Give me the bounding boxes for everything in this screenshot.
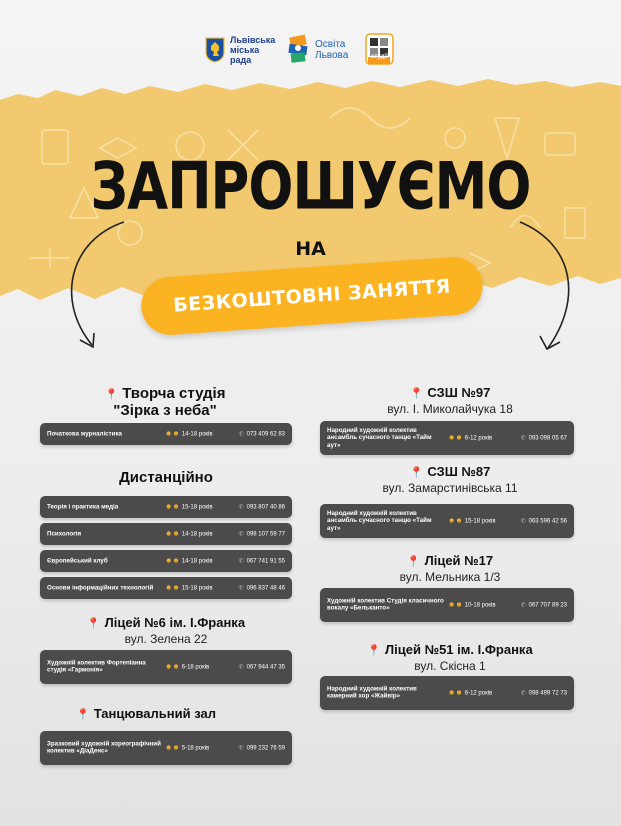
- phone-number: 098 107 59 77: [246, 531, 285, 538]
- location-pin-icon: 📍: [406, 556, 421, 568]
- class-card[interactable]: [40, 650, 292, 684]
- left-arrow-head-icon: [80, 333, 94, 347]
- class-card[interactable]: [40, 523, 292, 545]
- location-pin-icon: 📍: [75, 709, 90, 721]
- class-name: Психологія: [47, 530, 82, 538]
- class-card[interactable]: [320, 504, 574, 538]
- age-range: 15-18 років: [464, 518, 496, 525]
- venue-ssh97: 📍 СЗШ №97 вул. І. Миколайчука 18: [387, 385, 513, 416]
- class-name: Народний художній колектив ансамбль сучасного танцю «Тайм аут»: [327, 426, 432, 449]
- class-card[interactable]: [320, 676, 574, 710]
- kids-icon: ☻☻: [165, 530, 180, 538]
- kids-icon: ☻☻: [165, 584, 180, 592]
- phone-number: 073 409 62 83: [246, 431, 285, 438]
- age-range: 10-18 років: [464, 602, 496, 609]
- phone-number: 093 098 05 67: [528, 435, 567, 442]
- phone-icon: ✆: [238, 745, 244, 752]
- location-pin-icon: 📍: [367, 645, 382, 657]
- class-card[interactable]: [40, 731, 292, 765]
- location-pin-icon: 📍: [409, 388, 424, 400]
- phone-number: 067 741 91 55: [246, 558, 285, 565]
- lviv-city-council-logo: [205, 28, 278, 72]
- location-pin-icon: 📍: [104, 389, 119, 401]
- venue-zirka: 📍 Творча студія "Зірка з неба": [104, 385, 226, 419]
- phone-number: 099 232 76 59: [246, 745, 285, 752]
- age-range: 6-12 років: [464, 435, 493, 442]
- venue-lyceum17: 📍 Ліцей №17 вул. Мельника 1/3: [399, 553, 501, 584]
- age-range: 14-18 років: [181, 531, 213, 538]
- class-name: Початкова журналістика: [47, 430, 122, 438]
- pill-text: БЕЗКОШТОВНІ ЗАНЯТТЯ: [172, 275, 452, 317]
- phone-number: 098 499 72 73: [528, 690, 567, 697]
- phone-icon: ✆: [520, 518, 526, 525]
- class-card[interactable]: [320, 421, 574, 455]
- class-name: Художній колектив Фортепіанна студія «Гармонія»: [47, 659, 146, 674]
- logo-bar: [0, 28, 621, 72]
- class-card[interactable]: [320, 588, 574, 622]
- phone-number: 067 707 89 23: [528, 602, 567, 609]
- phone-number: 093 807 40 86: [246, 504, 285, 511]
- phone-icon: ✆: [520, 602, 526, 609]
- kids-icon: ☻☻: [165, 663, 180, 671]
- age-range: 15-18 років: [181, 585, 213, 592]
- class-card[interactable]: [40, 577, 292, 599]
- venue-dance: 📍 Танцювальний зал: [75, 706, 217, 721]
- osvita-emblem-icon: [287, 34, 311, 66]
- phone-number: 063 596 42 56: [528, 518, 567, 525]
- venue-lyceum6: 📍 Ліцей №6 ім. І.Франка вул. Зелена 22: [86, 615, 246, 646]
- age-range: 5-18 років: [181, 745, 210, 752]
- venue-ssh87: 📍 СЗШ №87 вул. Замарстинівська 11: [382, 464, 518, 495]
- kids-icon: ☻☻: [165, 430, 180, 438]
- phone-number: 067 944 47 35: [246, 664, 285, 671]
- osvita-logo-text: Освіта Львова: [315, 39, 349, 61]
- kids-icon: ☻☻: [448, 689, 463, 697]
- phone-icon: ✆: [238, 558, 244, 565]
- class-name: Європейський клуб: [47, 557, 108, 565]
- age-range: 6-12 років: [464, 690, 493, 697]
- phone-icon: ✆: [238, 531, 244, 538]
- kids-icon: ☻☻: [448, 434, 463, 442]
- kids-icon: ☻☻: [448, 517, 463, 525]
- phone-icon: ✆: [520, 690, 526, 697]
- kids-icon: ☻☻: [165, 744, 180, 752]
- studio-grid-icon: [363, 33, 395, 67]
- studio-logo-text: студії: [371, 54, 388, 60]
- age-range: 15-18 років: [181, 504, 213, 511]
- phone-icon: ✆: [238, 585, 244, 592]
- class-card[interactable]: [40, 550, 292, 572]
- class-name: Основи інформаційних технологій: [47, 584, 154, 592]
- class-name: Народний художній колектив ансамбль сучасного танцю «Тайм аут»: [327, 509, 432, 532]
- page-title: ЗАПРОШУЄМО: [90, 150, 531, 225]
- class-card[interactable]: [40, 423, 292, 445]
- osvita-lvova-logo: [287, 28, 357, 72]
- title-na: НА: [295, 238, 326, 260]
- phone-icon: ✆: [238, 504, 244, 511]
- class-name: Народний художній колектив камерний хор «Жайвір»: [327, 685, 417, 700]
- age-range: 14-18 років: [181, 431, 213, 438]
- class-name: Зразковий художній хореографічний колектив «ДіаДенс»: [47, 740, 161, 755]
- phone-number: 096 837 48 46: [246, 585, 285, 592]
- phone-icon: ✆: [238, 664, 244, 671]
- kids-icon: ☻☻: [165, 557, 180, 565]
- location-pin-icon: 📍: [409, 467, 424, 479]
- venue-lyceum51: 📍 Ліцей №51 ім. І.Франка вул. Скісна 1: [367, 642, 533, 673]
- venue-distance: Дистанційно: [119, 469, 213, 486]
- right-arrow-head-icon: [540, 336, 560, 349]
- age-range: 6-18 років: [181, 664, 210, 671]
- class-name: Теорія і практика медіа: [47, 503, 119, 511]
- lviv-logo-text: Львівська міська рада: [230, 35, 276, 65]
- lviv-coat-of-arms-icon: [205, 37, 225, 63]
- kids-icon: ☻☻: [448, 601, 463, 609]
- class-name: Художній колектив Студія класичного вокалу «Бельканто»: [327, 597, 444, 612]
- kids-icon: ☻☻: [165, 503, 180, 511]
- location-pin-icon: 📍: [86, 618, 101, 630]
- studio-logo: [363, 28, 395, 72]
- age-range: 14-18 років: [181, 558, 213, 565]
- class-card[interactable]: [40, 496, 292, 518]
- phone-icon: ✆: [238, 431, 244, 438]
- phone-icon: ✆: [520, 435, 526, 442]
